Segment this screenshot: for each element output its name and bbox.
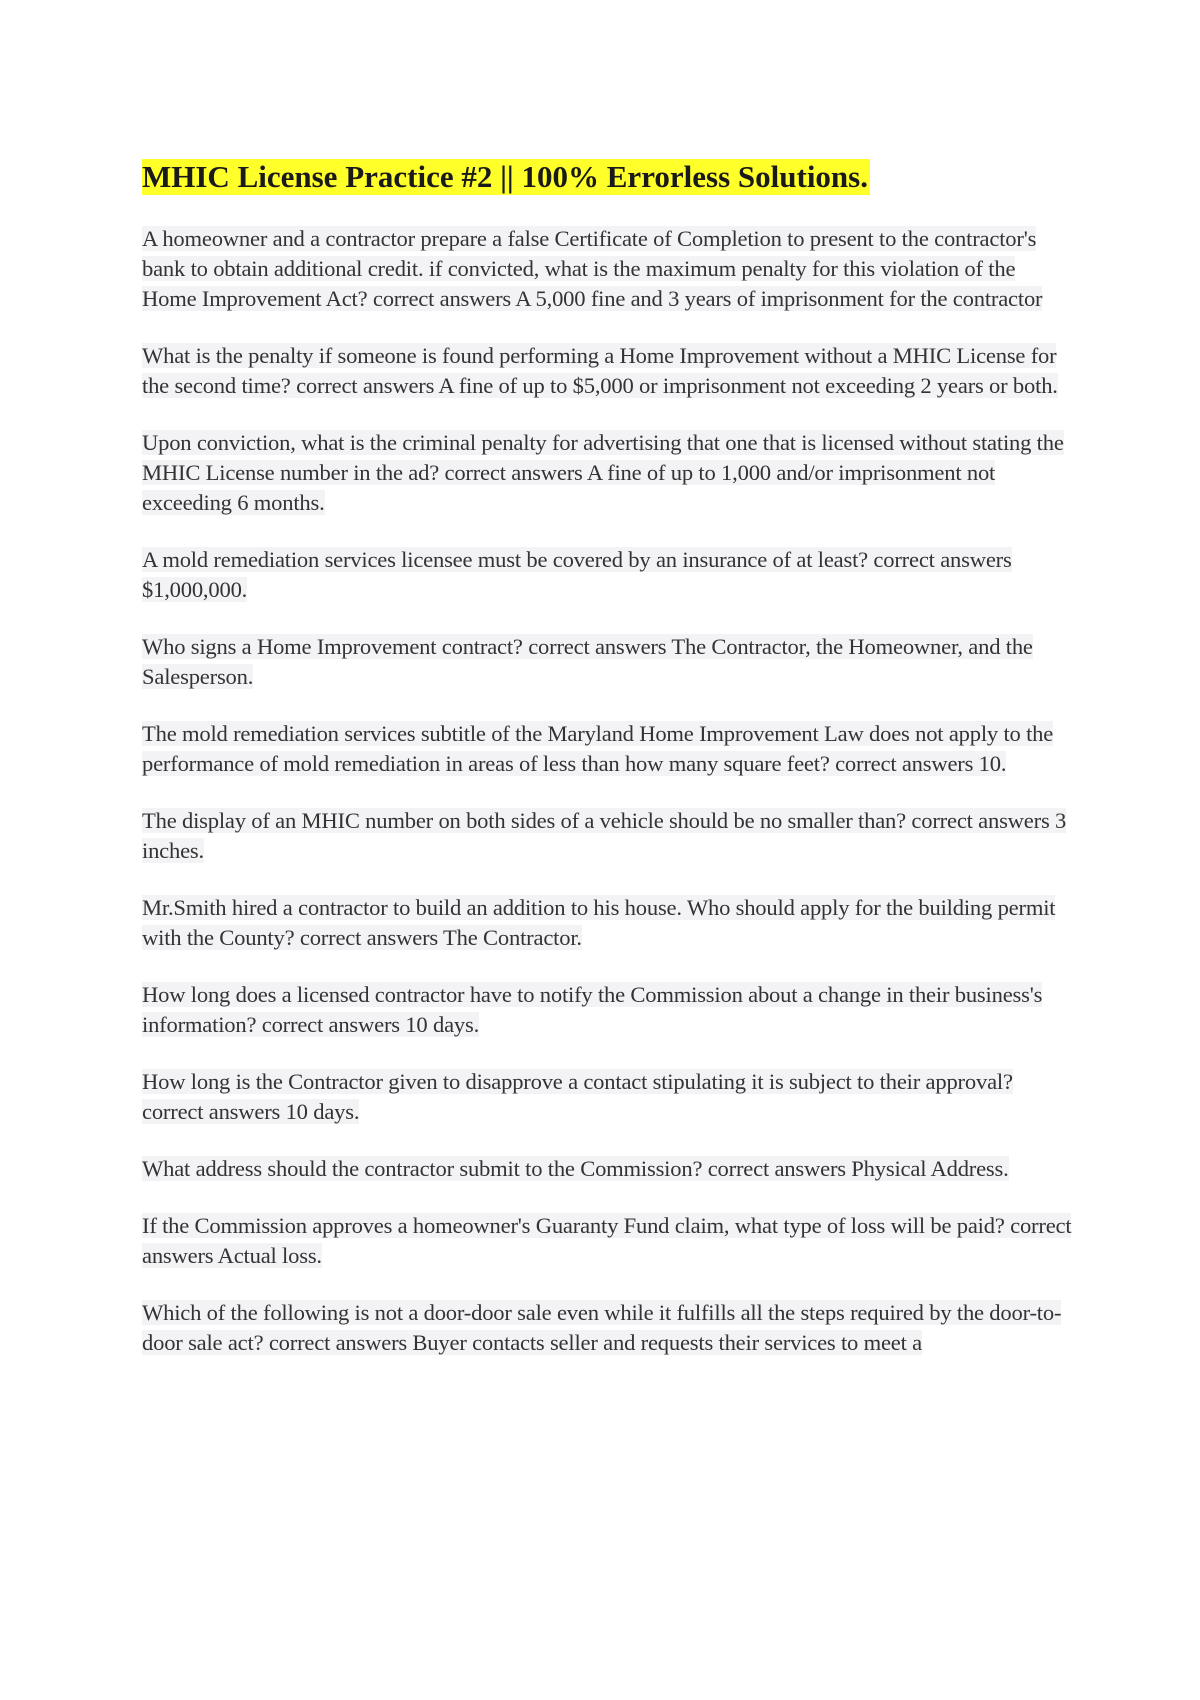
qa-text: How long does a licensed contractor have to notify the Commission about a change in their business's information? correct answers 10 days. (142, 982, 1043, 1037)
qa-item (142, 719, 1072, 779)
document-title: MHIC License Practice #2 || 100% Errorless Solutions. (142, 159, 868, 194)
qa-text: Who signs a Home Improvement contract? correct answers The Contractor, the Homeowner, and the Salesperson. (142, 634, 1033, 689)
qa-item (142, 428, 1072, 518)
qa-text: A homeowner and a contractor prepare a false Certificate of Completion to present to the contractor's bank to obtain additional credit. if convicted, what is the maximum penalty for this violation of the Home Improvement Act? correct answers A 5,000 fine and 3 years of imprisonment for the contractor (142, 226, 1043, 311)
qa-item (142, 893, 1072, 953)
title-block (142, 158, 1072, 196)
qa-item (142, 341, 1072, 401)
qa-text: A mold remediation services licensee must be covered by an insurance of at least? correct answers $1,000,000. (142, 547, 1012, 602)
qa-text: Mr.Smith hired a contractor to build an addition to his house. Who should apply for the building permit with the County? correct answers The Contractor. (142, 895, 1056, 950)
qa-item (142, 224, 1072, 314)
qa-item (142, 806, 1072, 866)
qa-text: What address should the contractor submit to the Commission? correct answers Physical Address. (142, 1156, 1009, 1181)
qa-item (142, 1298, 1072, 1358)
qa-item (142, 1154, 1072, 1184)
qa-item (142, 1067, 1072, 1127)
qa-text: How long is the Contractor given to disapprove a contact stipulating it is subject to their approval? correct answers 10 days. (142, 1069, 1013, 1124)
document-page (142, 158, 1072, 1385)
qa-text: The mold remediation services subtitle of the Maryland Home Improvement Law does not apply to the performance of mold remediation in areas of less than how many square feet? correct answers 10. (142, 721, 1054, 776)
qa-item (142, 632, 1072, 692)
qa-text: What is the penalty if someone is found performing a Home Improvement without a MHIC License for the second time? correct answers A fine of up to $5,000 or imprisonment not exceeding 2 years or both. (142, 343, 1058, 398)
qa-item (142, 1211, 1072, 1271)
qa-item (142, 980, 1072, 1040)
qa-text: The display of an MHIC number on both sides of a vehicle should be no smaller than? correct answers 3 inches. (142, 808, 1067, 863)
qa-text: Which of the following is not a door-door sale even while it fulfills all the steps required by the door-to-door sale act? correct answers Buyer contacts seller and requests their services to meet a (142, 1300, 1062, 1355)
qa-text: If the Commission approves a homeowner's Guaranty Fund claim, what type of loss will be paid? correct answers Actual loss. (142, 1213, 1072, 1268)
qa-text: Upon conviction, what is the criminal penalty for advertising that one that is licensed without stating the MHIC License number in the ad? correct answers A fine of up to 1,000 and/or imprisonment not exceeding 6 months. (142, 430, 1064, 515)
qa-item (142, 545, 1072, 605)
